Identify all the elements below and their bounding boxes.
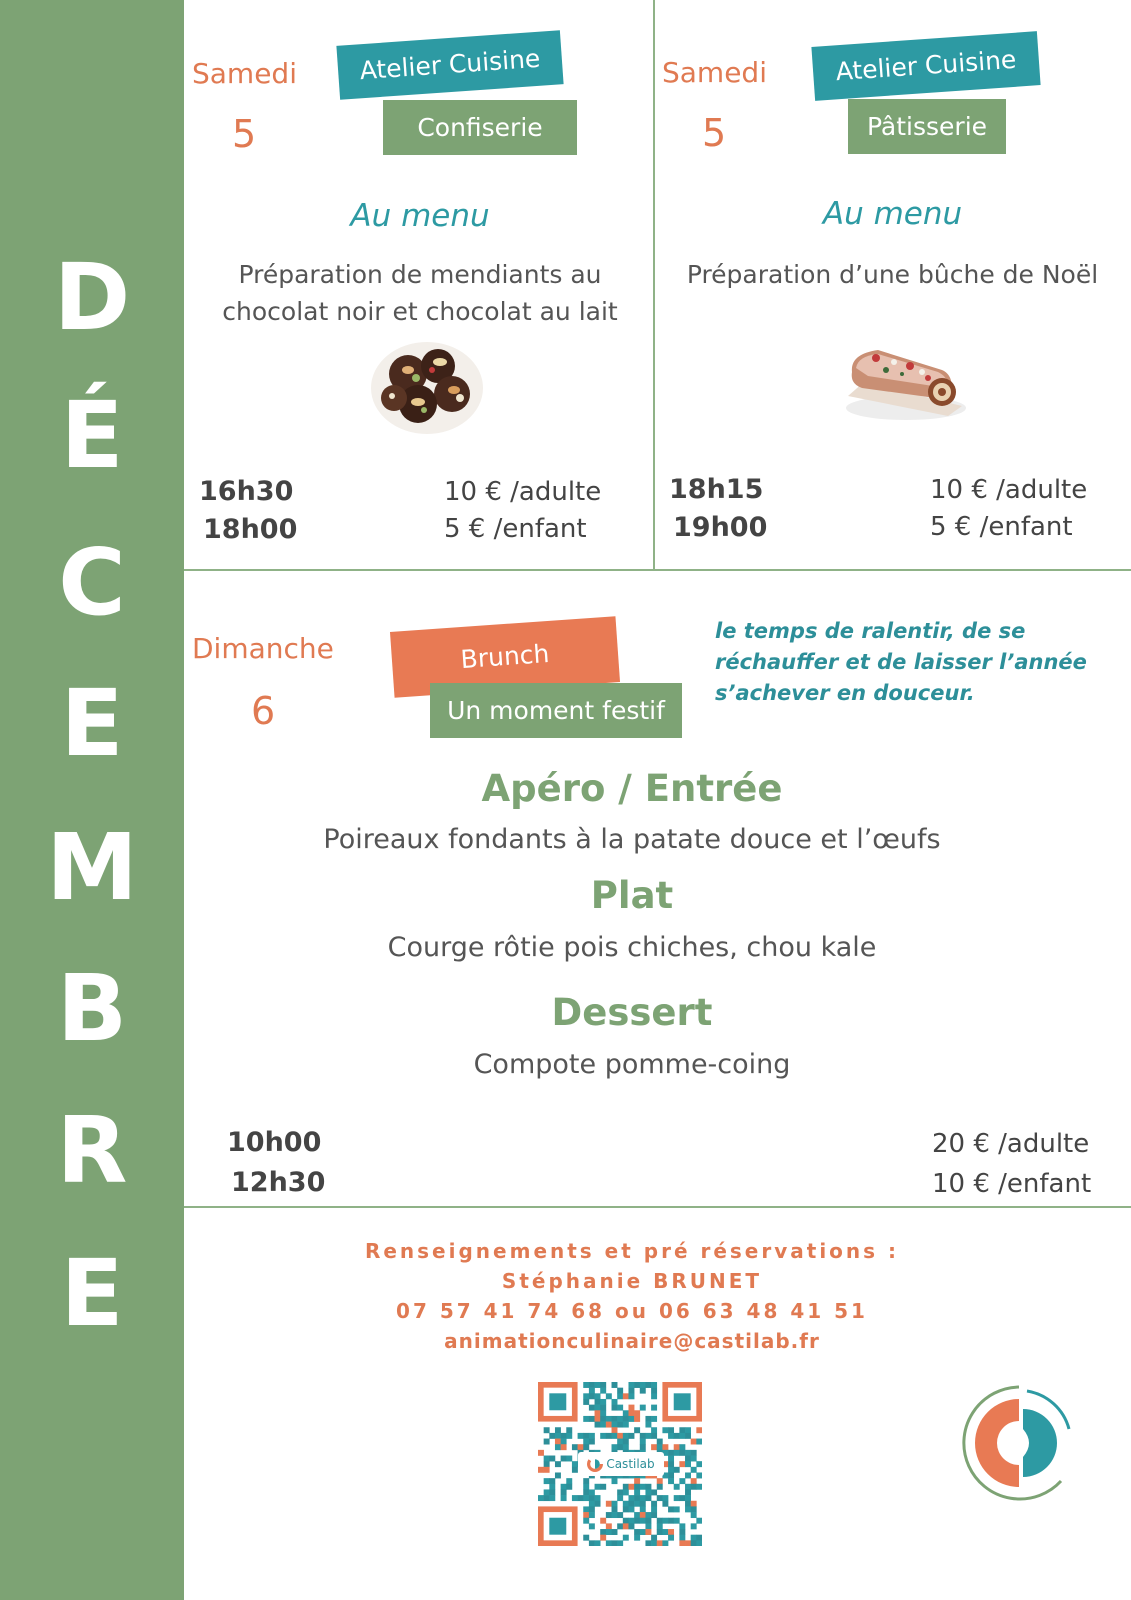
end-time: 12h30 — [231, 1167, 326, 1198]
tag-brunch: Brunch — [390, 616, 620, 698]
month-letter: B — [56, 955, 128, 1062]
course-description: Poireaux fondants à la patate douce et l’œufs — [323, 824, 941, 855]
event-date: 6 — [251, 689, 276, 733]
course-description: Courge rôtie pois chiches, chou kale — [387, 932, 877, 963]
month-letter: R — [56, 1097, 128, 1204]
month-sidebar — [0, 0, 184, 1600]
month-letter: C — [58, 529, 126, 636]
event-description — [190, 256, 650, 330]
month-letter: É — [60, 382, 124, 489]
description-line: Préparation d’une bûche de Noël — [686, 260, 1099, 289]
price-list — [932, 1124, 1091, 1204]
event-day: Samedi — [192, 57, 297, 90]
start-time: 16h30 — [199, 476, 294, 507]
castilab-logo-icon — [957, 1381, 1081, 1505]
quote-line: le temps de ralentir, de se — [715, 619, 1026, 643]
section-divider-bottom — [184, 1206, 1131, 1208]
time-list — [669, 471, 767, 547]
contact-email[interactable]: animationculinaire@castilab.fr — [444, 1329, 820, 1353]
tag-patisserie: Pâtisserie — [848, 99, 1006, 154]
month-letter: E — [60, 670, 124, 777]
qr-logo-badge — [578, 1452, 664, 1476]
month-letter: E — [60, 1240, 124, 1347]
price-child: 10 € /enfant — [932, 1169, 1092, 1199]
buche-de-noel-image — [838, 326, 974, 430]
start-time: 18h15 — [669, 474, 764, 505]
price-list — [444, 474, 601, 548]
price-adult: 10 € /adulte — [930, 475, 1088, 505]
price-child: 5 € /enfant — [930, 512, 1073, 542]
tag-moment-festif: Un moment festif — [430, 683, 682, 738]
event-day: Dimanche — [192, 632, 334, 665]
course-title: Apéro / Entrée — [481, 767, 783, 810]
menu-heading: Au menu — [822, 196, 963, 232]
menu-heading: Au menu — [350, 198, 490, 234]
mendiants-chocolate-image — [368, 332, 486, 436]
start-time: 10h00 — [227, 1127, 322, 1158]
tag-atelier-cuisine: Atelier Cuisine — [811, 31, 1040, 101]
price-adult: 10 € /adulte — [444, 477, 602, 507]
tag-atelier-cuisine: Atelier Cuisine — [336, 30, 563, 99]
price-list — [930, 472, 1087, 546]
castilab-mini-logo-icon — [587, 1456, 603, 1472]
end-time: 18h00 — [203, 514, 298, 545]
contact-phones[interactable]: 07 57 41 74 68 ou 06 63 48 41 51 — [396, 1299, 868, 1323]
brunch-quote — [715, 616, 1125, 709]
month-letter: D — [53, 244, 131, 351]
section-divider-top — [184, 569, 1131, 571]
price-child: 5 € /enfant — [444, 514, 587, 544]
event-day: Samedi — [662, 56, 767, 89]
month-letter: M — [46, 814, 138, 921]
description-line: chocolat noir et chocolat au lait — [222, 297, 618, 326]
time-list — [227, 1123, 325, 1203]
qr-logo-label: Castilab — [606, 1457, 655, 1471]
event-description — [660, 256, 1125, 293]
price-adult: 20 € /adulte — [932, 1129, 1090, 1159]
course-title: Plat — [590, 874, 674, 917]
time-list — [199, 473, 297, 549]
contact-heading: Renseignements et pré réservations : — [364, 1239, 900, 1263]
contact-name: Stéphanie BRUNET — [501, 1269, 763, 1293]
qr-code[interactable] — [538, 1382, 702, 1546]
tag-confiserie: Confiserie — [383, 100, 577, 155]
end-time: 19h00 — [673, 512, 768, 543]
course-description: Compote pomme-coing — [473, 1049, 791, 1080]
event-date: 5 — [702, 111, 727, 155]
event-date: 5 — [232, 112, 257, 156]
quote-line: s’achever en douceur. — [715, 681, 975, 705]
column-divider — [653, 0, 655, 570]
contact-block — [184, 1236, 1080, 1356]
course-title: Dessert — [551, 991, 713, 1034]
quote-line: réchauffer et de laisser l’année — [715, 650, 1087, 674]
description-line: Préparation de mendiants au — [238, 260, 602, 289]
